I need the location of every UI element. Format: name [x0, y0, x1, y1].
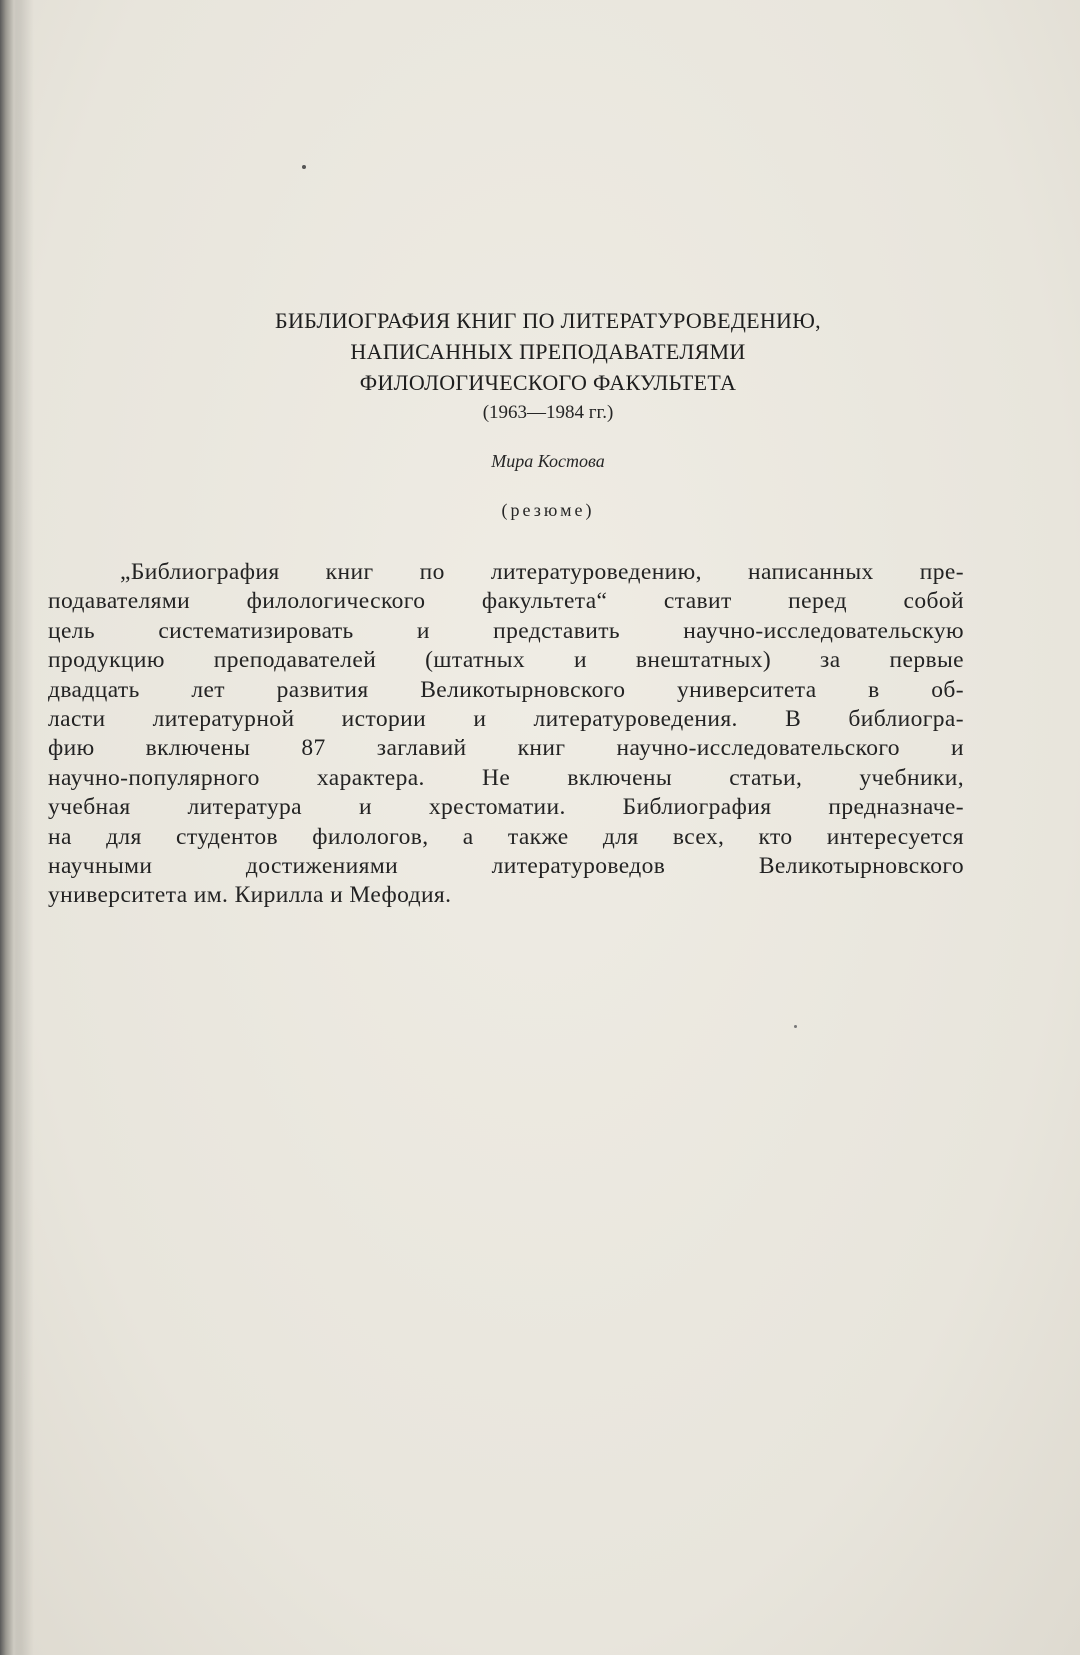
paragraph-line: фию включены 87 заглавий книг научно-исследовательского и: [48, 735, 964, 762]
article-header: [120, 305, 976, 523]
author-name: Мира Костова: [491, 451, 605, 471]
section-label: (резюме): [501, 500, 595, 520]
summary-paragraph: [48, 558, 964, 911]
paragraph-line: ласти литературной истории и литературоведения. В библиогра-: [48, 706, 964, 733]
book-spine-shadow: [0, 0, 22, 1655]
paragraph-line: „Библиография книг по литературоведению, написанных пре-: [120, 559, 964, 585]
title-line-1: БИБЛИОГРАФИЯ КНИГ ПО ЛИТЕРАТУРОВЕДЕНИЮ,: [275, 308, 821, 333]
print-speck: [302, 165, 306, 169]
title-line-3: ФИЛОЛОГИЧЕСКОГО ФАКУЛЬТЕТА: [359, 370, 737, 395]
paragraph-line: двадцать лет развития Великотырновского университета в об-: [48, 676, 964, 703]
paragraph-line: научными достижениями литературоведов Великотырновского: [48, 853, 964, 880]
title-line-2: НАПИСАННЫХ ПРЕПОДАВАТЕЛЯМИ: [350, 339, 746, 364]
paragraph-line: на для студентов филологов, а также для всех, кто интересуется: [48, 823, 964, 850]
years-range: (1963—1984 гг.): [482, 402, 614, 423]
paragraph-line: цель систематизировать и представить научно-исследовательскую: [48, 617, 964, 644]
print-speck: [794, 1025, 797, 1028]
paragraph-line: университета им. Кирилла и Мефодия.: [48, 882, 452, 909]
paragraph-line: продукцию преподавателей (штатных и внештатных) за первые: [48, 647, 964, 674]
paragraph-line: подавателями филологического факультета“ ставит перед собой: [48, 588, 964, 615]
paragraph-line: научно-популярного характера. Не включены статьи, учебники,: [48, 764, 964, 791]
paragraph-line: учебная литература и хрестоматии. Библиография предназначе-: [48, 794, 964, 821]
